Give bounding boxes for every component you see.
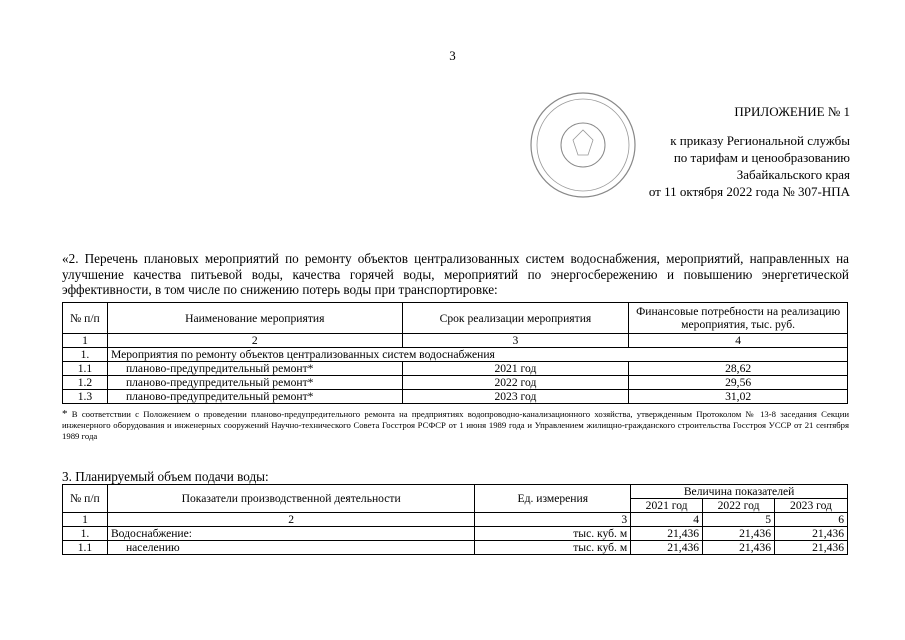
- table-row: [63, 527, 848, 541]
- row-name: населению: [107, 541, 474, 555]
- row-value: 21,436: [703, 527, 775, 541]
- row-value: 21,436: [703, 541, 775, 555]
- header-name: Наименование мероприятия: [107, 303, 402, 334]
- row-term: 2023 год: [402, 390, 629, 404]
- col-number: 4: [631, 513, 703, 527]
- row-num: 1.: [63, 527, 108, 541]
- row-amount: 29,56: [629, 376, 848, 390]
- row-num: 1.1: [63, 541, 108, 555]
- appendix-title: ПРИЛОЖЕНИЕ № 1: [734, 104, 850, 119]
- footnote: [62, 409, 849, 442]
- row-num: 1.2: [63, 376, 108, 390]
- table-row: [63, 541, 848, 555]
- col-number: 1: [63, 513, 108, 527]
- row-value: 21,436: [775, 527, 848, 541]
- col-number: 2: [107, 513, 474, 527]
- row-num: 1.1: [63, 362, 108, 376]
- row-name: планово-предупредительный ремонт*: [107, 376, 402, 390]
- col-number: 6: [775, 513, 848, 527]
- table-row: [63, 390, 848, 404]
- appendix-line-2: по тарифам и ценообразованию: [673, 150, 850, 165]
- header-year: 2023 год: [775, 499, 848, 513]
- col-number: 4: [629, 334, 848, 348]
- row-name: планово-предупредительный ремонт*: [107, 362, 402, 376]
- appendix-line-1: к приказу Региональной службы: [670, 133, 850, 148]
- header-year: 2022 год: [703, 499, 775, 513]
- header-year: 2021 год: [631, 499, 703, 513]
- table-group-row: [63, 348, 848, 362]
- appendix-line-3: Забайкальского края: [736, 167, 850, 182]
- header-num: № п/п: [63, 485, 108, 513]
- row-unit: тыс. куб. м: [475, 527, 631, 541]
- page-number: 3: [449, 48, 456, 63]
- header-amount: Финансовые потребности на реализацию мероприятия, тыс. руб.: [629, 303, 848, 334]
- footnote-mark: *: [62, 408, 68, 420]
- header-value-group: Величина показателей: [631, 485, 848, 499]
- col-number: 5: [703, 513, 775, 527]
- row-name: Водоснабжение:: [107, 527, 474, 541]
- col-number: 1: [63, 334, 108, 348]
- col-number: 3: [475, 513, 631, 527]
- row-name: Мероприятия по ремонту объектов централизованных систем водоснабжения: [107, 348, 847, 362]
- row-num: 1.: [63, 348, 108, 362]
- col-number: 2: [107, 334, 402, 348]
- repair-plan-table: [62, 302, 848, 404]
- row-value: 21,436: [631, 527, 703, 541]
- header-unit: Ед. измерения: [475, 485, 631, 513]
- row-term: 2022 год: [402, 376, 629, 390]
- header-num: № п/п: [63, 303, 108, 334]
- header-indicator: Показатели производственной деятельности: [107, 485, 474, 513]
- row-value: 21,436: [631, 541, 703, 555]
- row-num: 1.3: [63, 390, 108, 404]
- water-supply-table: [62, 484, 848, 555]
- table-row: [63, 362, 848, 376]
- row-name: планово-предупредительный ремонт*: [107, 390, 402, 404]
- row-amount: 31,02: [629, 390, 848, 404]
- row-value: 21,436: [775, 541, 848, 555]
- header-term: Срок реализации мероприятия: [402, 303, 629, 334]
- col-number: 3: [402, 334, 629, 348]
- section2-heading: «2. Перечень плановых мероприятий по ремонту объектов централизованных систем водоснабжения, мероприятий, направленных на улучшение качества питьевой воды, качества горячей воды, мероприятий по энергосбережению и повышению энергетической эффективности, в том числе по снижению потерь воды при транспортировке:: [62, 251, 849, 297]
- row-term: 2021 год: [402, 362, 629, 376]
- footnote-text: В соответствии с Положением о проведении планово-предупредительного ремонта на предприятиях водопроводно-канализационного хозяйства, утвержденным Протоколом № 13-8 заседания Секции инженерного оборудования и инженерных сооружений Научно-технического Совета Госстроя РСФСР от 1 июня 1989 года и Управлением жилищно-гражданского строительства Госстроя УССР от 21 сентября 1989 года: [62, 409, 849, 441]
- row-amount: 28,62: [629, 362, 848, 376]
- row-unit: тыс. куб. м: [475, 541, 631, 555]
- table-row: [63, 376, 848, 390]
- appendix-line-4: от 11 октября 2022 года № 307-НПА: [648, 184, 850, 199]
- section3-heading: 3. Планируемый объем подачи воды:: [62, 469, 269, 484]
